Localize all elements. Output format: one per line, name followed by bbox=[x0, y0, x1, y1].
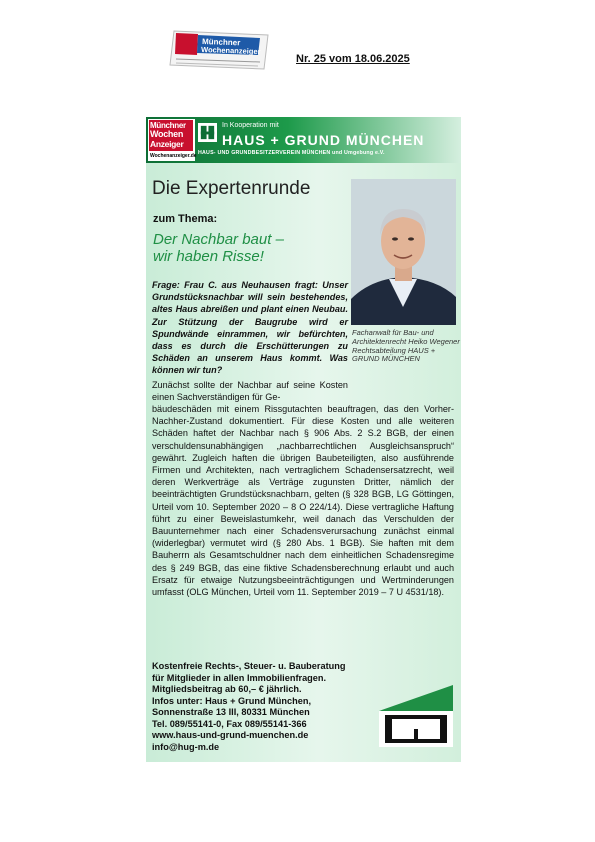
haus-und-grund-logo-large bbox=[379, 685, 453, 747]
photo-caption: Fachanwalt für Bau- und Architektenrecht Heiko Wegener Rechtsabteilung HAUS + GRUND MÜNCHEN bbox=[352, 328, 460, 364]
logo-tagline: Wochenanzeiger.de bbox=[150, 153, 197, 159]
paper-name-1: Münchner bbox=[201, 37, 241, 48]
wochenanzeiger-logo bbox=[148, 119, 195, 161]
contact-line: Infos unter: Haus + Grund München, bbox=[152, 695, 312, 706]
website-link[interactable]: www.haus-und-grund-muenchen.de bbox=[152, 730, 309, 740]
partner-subtitle: HAUS- UND GRUNDBESITZERVEREIN MÜNCHEN und Umgebung e.V. bbox=[198, 150, 385, 156]
paper-name-2: Wochenanzeiger bbox=[200, 45, 261, 57]
logo-line-2: Wochen bbox=[150, 129, 184, 139]
issue-label: Nr. 25 vom 18.06.2025 bbox=[296, 53, 410, 65]
contact-info bbox=[152, 661, 372, 753]
newspaper-logo bbox=[168, 25, 272, 73]
contact-line: für Mitglieder in allen Immobilienfragen. bbox=[152, 672, 327, 683]
article-headline bbox=[153, 231, 353, 265]
contact-line: Kostenfreie Rechts-, Steuer- u. Bauberatung bbox=[152, 661, 346, 671]
email-link[interactable]: info@hug-m.de bbox=[152, 741, 220, 752]
headline-line-2: wir haben Risse! bbox=[153, 248, 264, 265]
article-box bbox=[146, 117, 461, 762]
logo-line-3: Anzeiger bbox=[150, 139, 184, 149]
article-title: Die Expertenrunde bbox=[152, 178, 311, 199]
contact-line: Sonnenstraße 13 III, 80331 München bbox=[152, 707, 310, 717]
expert-answer-start: Zunächst sollte der Nachbar auf seine Kosten einen Sachverständigen für Ge- bbox=[152, 380, 348, 403]
header-band bbox=[146, 117, 461, 163]
cooperation-label: In Kooperation mit bbox=[222, 122, 279, 129]
headline-line-1: Der Nachbar baut – bbox=[153, 231, 284, 248]
haus-und-grund-logo bbox=[198, 123, 217, 142]
topic-label: zum Thema: bbox=[153, 213, 218, 225]
reader-question: Frage: Frau C. aus Neuhausen fragt: Unser Grundstücksnachbar will sein bestehendes, altes Haus abreißen und plant einen Neubau. Zur Stützung der Baugrube wird er Spundwände einrammen, wir befürchten, dass es durch die Erschütterungen zu Schäden an unserem Haus kommt. Was können wir tun? bbox=[152, 280, 348, 376]
contact-line: Tel. 089/55141-0, Fax 089/55141-366 bbox=[152, 718, 307, 729]
contact-line: Mitgliedsbeitrag ab 60,– € jährlich. bbox=[152, 684, 302, 694]
partner-name: HAUS + GRUND MÜNCHEN bbox=[222, 132, 425, 148]
expert-answer-body: bäudeschäden mit einem Rissgutachten beauftragen, das den Vorher-Nachher-Zustand dokumentiert. Für diese Kosten und alle weiteren Schäden haftet der Nachbar nach § 906 Abs. 2 S.2 BGB, der einen verschuldensunabhängigen „nachbarrechtlichen Ausgleichsanspruch“ gewährt. Zugleich haften die übrigen Baubeteiligten, also ausführende Firmen und Architekten, nach vertraglichem Schadensersatzrecht, weil deren Werkverträge als Verträge zugunsten Dritter, nämlich der beeinträchtigten Grundstücksnachbarn, gelten (§ 328 BGB, LG Göttingen, Urteil vom 10. September 2020 – 8 O 224/14). Diese vertragliche Haftung führt zu einer Beweislastumkehr, weil danach das Verschulden der Bauunternehmer nach einer Schadensverursachung zunächst einmal (widerlegbar) vermutet wird (§ 280 Abs. 1 BGB). Sie haften mit dem Bauherrn als Gesamtschuldner nach dem einheitlichen Schadensregime des § 249 BGB, das eine fiktive Schadensberechnung erlaubt und auch Ersatz für etwaige Nutzungsbeeinträchtigungen und Wertminderungen umfasst (OLG München, Urteil vom 11. September 2019 – 7 U 4531/18). bbox=[152, 404, 454, 598]
portrait-photo bbox=[351, 179, 456, 325]
logo-line-1: Münchner bbox=[150, 121, 186, 130]
